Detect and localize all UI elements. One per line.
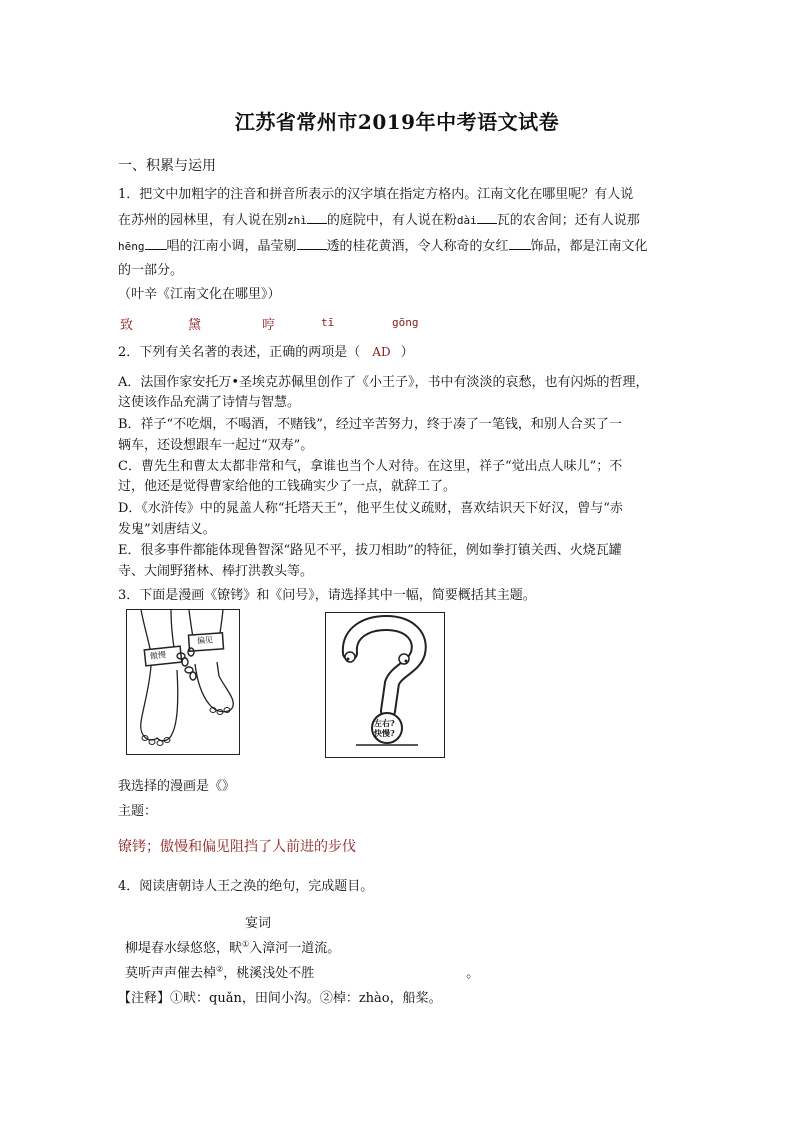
cartoon-shackles [126,609,240,755]
ball-text-line1: 左右? [374,718,395,728]
page-title: 江苏省常州市2019年中考语文试卷 [234,110,560,134]
q1-source: （叶辛《江南文化在哪里》） [118,287,281,302]
section-heading: 一、积累与运用 [118,158,216,174]
shackles-drawing [127,610,239,754]
poem-text: 柳堤春水绿悠悠，畎 [125,941,243,956]
q1-line-4: 的一部分。 [118,263,184,278]
q2-option-d-line1: D．《水浒传》中的晁盖人称“托塔天王”，他平生仗义疏财，喜欢结识天下好汉，曾与“赤 [118,501,623,516]
q1-text: 饰品，都是江南文化 [530,239,648,254]
q1-line-1: 1．把文中加粗字的注音和拼音所表示的汉字填在指定方格内。江南文化在哪里呢？有人说 [118,187,634,202]
q1-answer-5: gōng [392,316,419,329]
ball-text-line2: 快慢? [374,728,395,738]
q1-line-2 [118,209,640,228]
q2-option-a-line2: 这使该作品充满了诗情与智慧。 [118,395,301,410]
q1-text: 的庭院中，有人说在粉 [326,213,457,228]
cuff-label-left: 傲慢 [149,650,167,661]
answer-blank[interactable] [477,210,497,224]
q2-option-b-line1: B．祥子“不吃烟，不喝酒，不赌钱”，经过辛苦努力，终于凑了一笔钱，和别人合买了一 [118,417,622,432]
pinyin-heng: hēng [118,240,145,253]
q2-stem-close: ） [400,345,414,360]
q2-option-e-line1: E．很多事件都能体现鲁智深“路见不平，拔刀相助”的特征，例如拳打镇关西、火烧瓦罐 [118,543,622,558]
q2-option-b-line2: 辆车，还设想跟车一起过“双寿”。 [118,438,314,453]
poem-line-1 [125,937,340,956]
q1-text: 在苏州的园林里，有人说在别 [118,213,288,228]
q1-answer-1: 致 [120,318,134,333]
q1-text: 瓦的农舍间；还有人说那 [496,213,640,228]
q3-answer: 镣铐；傲慢和偏见阻挡了人前进的步伐 [118,839,356,855]
q1-text: 透的桂花黄酒，令人称奇的女红 [326,239,509,254]
cuff-label-right: 偏见 [196,635,214,646]
q2-option-c-line2: 过，他还是觉得曹家给他的工钱确实少了一点，就辞工了。 [118,479,457,494]
answer-blank[interactable] [307,210,327,224]
poem-text: 入漳河一道流。 [249,941,341,956]
q4-stem: 4．阅读唐朝诗人王之涣的绝句，完成题目。 [118,879,374,894]
cartoon-question-mark [325,612,445,758]
pinyin-zhi: zhì [287,214,307,227]
q2-stem [118,341,414,360]
q3-theme-label: 主题： [118,804,158,819]
q2-answer: AD [372,345,391,359]
q1-answer-4: tī [321,316,335,329]
q2-option-c-line1: C．曹先生和曹太太都非常和气，拿谁也当个人对待。在这里，祥子“觉出点人味儿”；不 [118,459,623,474]
answer-blank[interactable] [297,236,327,250]
q1-answer-3: 哼 [262,318,276,333]
q1-answer-2: 黛 [188,318,202,333]
poem-text: 。 [466,966,480,981]
q2-option-a-line1: A．法国作家安托万•圣埃克苏佩里创作了《小王子》，书中有淡淡的哀愁，也有闪烁的哲理， [118,375,649,390]
poem-text: ，桃溪浅处不胜 [223,966,315,981]
q3-stem: 3．下面是漫画《镣铐》和《问号》，请选择其中一幅，简要概括其主题。 [118,588,536,603]
q1-line-3 [118,235,648,254]
q2-option-d-line2: 发鬼”刘唐结义。 [118,522,216,537]
q2-stem-text: 2．下列有关名著的表述，正确的两项是（ [118,345,361,360]
footnote-mark: ① [242,939,250,949]
poem-line-2 [125,962,479,981]
q1-text: 唱的江南小调，晶莹剔 [166,239,297,254]
pinyin-dai: dài [456,214,477,227]
poem-text: 莫听声声催去棹 [125,966,217,981]
answer-blank[interactable] [145,236,167,250]
q2-option-e-line2: 寺、大闹野猪林、棒打洪教头等。 [118,564,314,579]
footnote-mark: ② [216,964,224,974]
poem-notes: 【注释】①畎：quǎn，田间小沟。②棹：zhào，船桨。 [118,991,442,1006]
poem-title: 宴词 [245,916,272,931]
answer-blank[interactable] [509,236,531,250]
q3-choice: 我选择的漫画是《》 [118,779,236,794]
